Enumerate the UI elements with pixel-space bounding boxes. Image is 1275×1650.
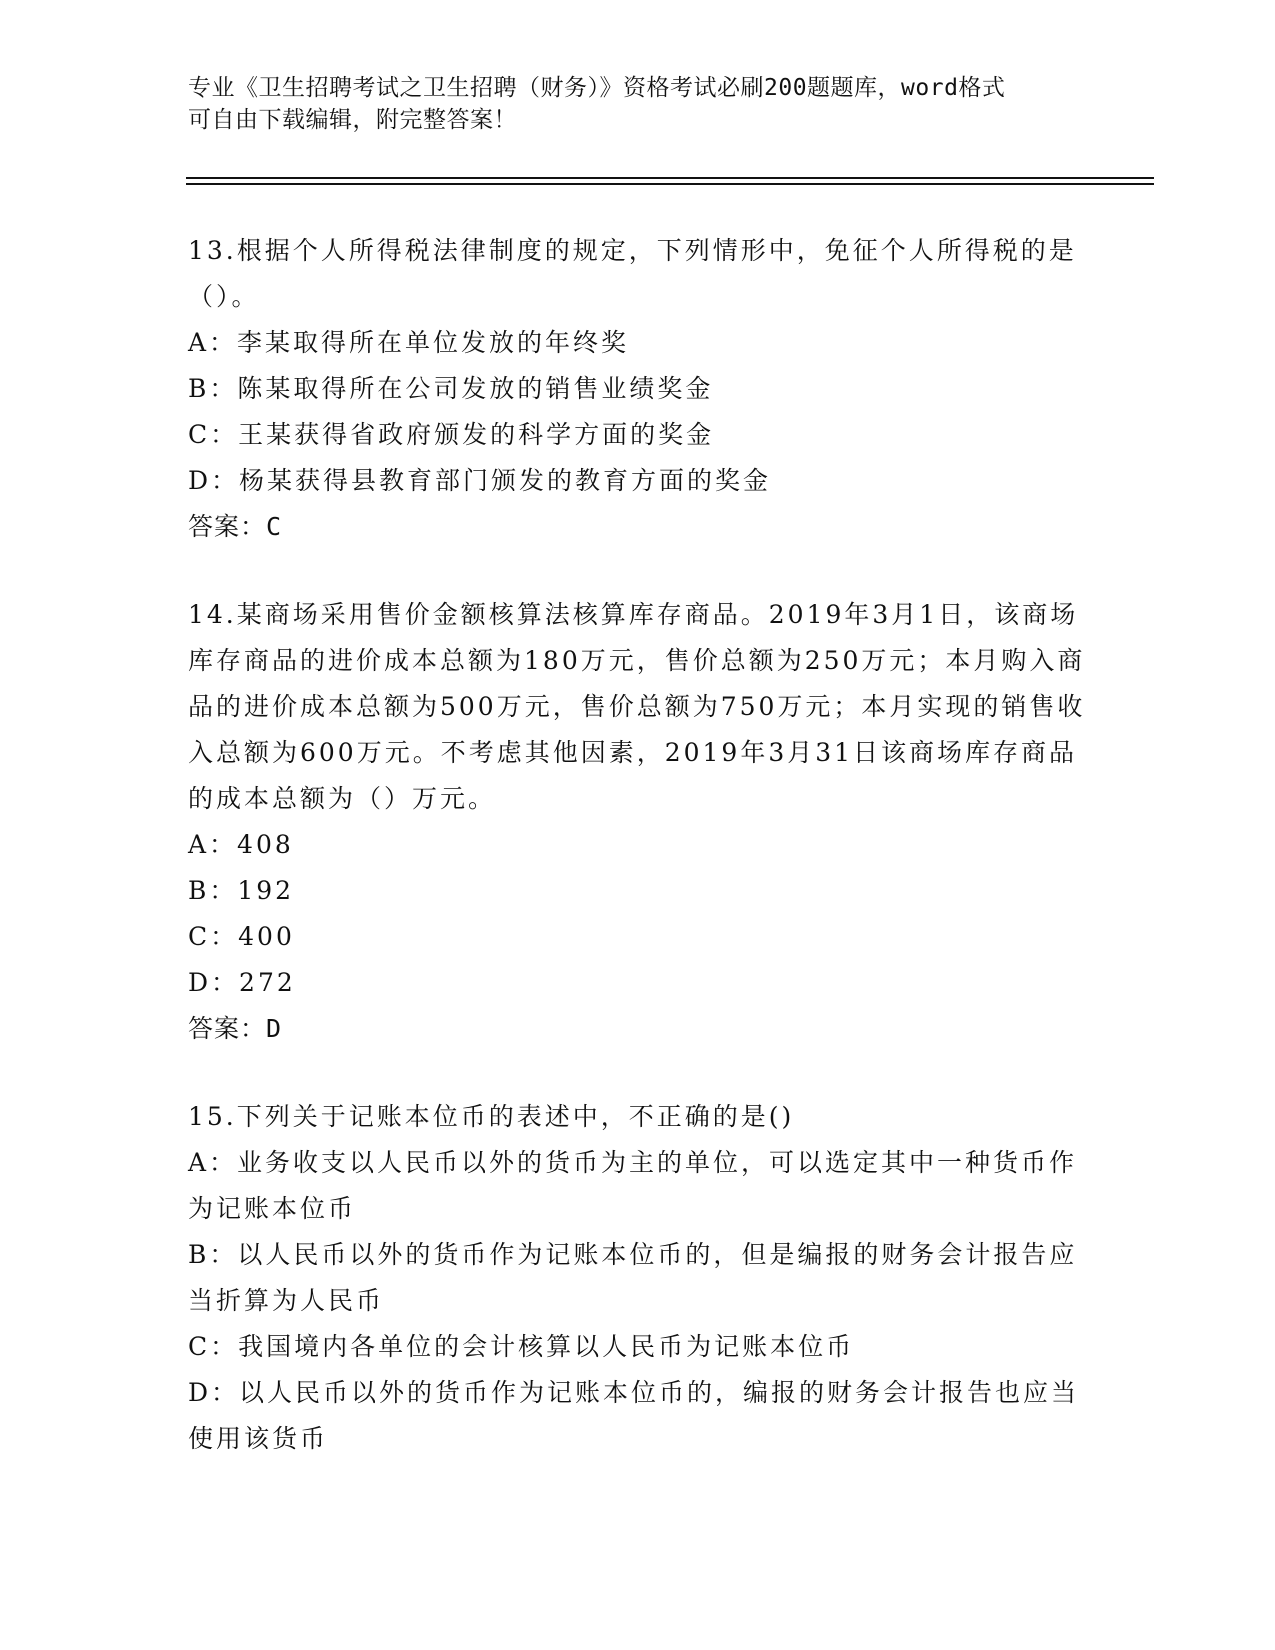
question-list <box>188 228 1088 1504</box>
header-line-2: 可自由下载编辑，附完整答案！ <box>188 107 517 133</box>
option-d: D：杨某获得县教育部门颁发的教育方面的奖金 <box>188 466 772 495</box>
header-divider-bottom <box>186 183 1154 185</box>
option-a: A：408 <box>188 830 294 859</box>
header-divider-top <box>186 177 1154 179</box>
answer-label: 答案：D <box>188 1014 283 1043</box>
option-c: C：400 <box>188 922 295 951</box>
option-a: A：业务收支以人民币以外的货币为主的单位，可以选定其中一种货币作为记账本位币 <box>188 1148 1078 1223</box>
option-b: B：陈某取得所在公司发放的销售业绩奖金 <box>188 374 714 403</box>
header-line-1: 专业《卫生招聘考试之卫生招聘（财务）》资格考试必刷200题题库，word格式 <box>188 75 1006 101</box>
option-a: A：李某取得所在单位发放的年终奖 <box>188 328 630 357</box>
option-c: C：王某获得省政府颁发的科学方面的奖金 <box>188 420 715 449</box>
question-item-15 <box>188 1094 1088 1462</box>
document-header <box>188 72 1068 136</box>
option-d: D：以人民币以外的货币作为记账本位币的，编报的财务会计报告也应当使用该货币 <box>188 1378 1080 1453</box>
option-b: B：以人民币以外的货币作为记账本位币的，但是编报的财务会计报告应当折算为人民币 <box>188 1240 1078 1315</box>
option-d: D：272 <box>188 968 296 997</box>
question-text: 15.下列关于记账本位币的表述中，不正确的是() <box>188 1102 795 1131</box>
option-c: C：我国境内各单位的会计核算以人民币为记账本位币 <box>188 1332 855 1361</box>
question-item-13 <box>188 228 1088 550</box>
question-text: 13.根据个人所得税法律制度的规定，下列情形中，免征个人所得税的是（）。 <box>188 236 1077 311</box>
question-text: 14.某商场采用售价金额核算法核算库存商品。2019年3月1日，该商场库存商品的进价成本总额为180万元，售价总额为250万元；本月购入商品的进价成本总额为500万元，售价总额为750万元；本月实现的销售收入总额为600万元。不考虑其他因素，2019年3月31日该商场库存商品的成本总额为（）万元。 <box>188 600 1086 813</box>
answer-label: 答案：C <box>188 512 283 541</box>
question-item-14 <box>188 592 1088 1052</box>
option-b: B：192 <box>188 876 295 905</box>
